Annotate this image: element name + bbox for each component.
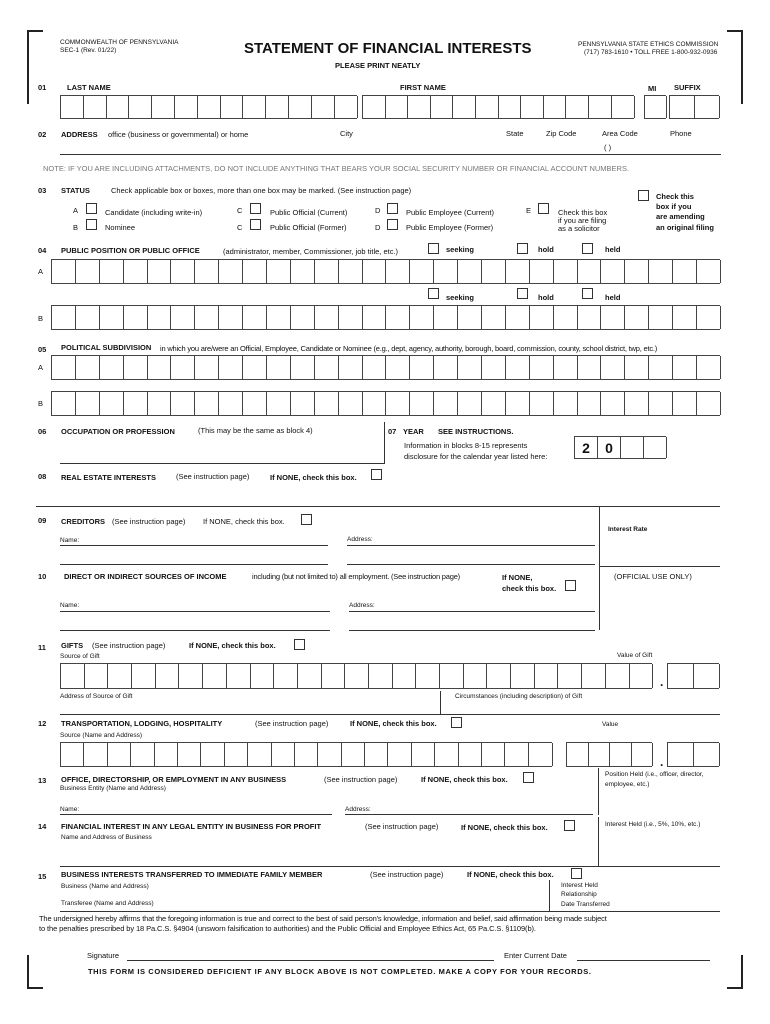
gift-source-label: Source of Gift (60, 653, 100, 660)
year-label: YEAR (403, 427, 424, 436)
mi-input[interactable] (644, 95, 666, 119)
position-b-seeking-checkbox[interactable] (428, 288, 439, 299)
real-estate-none-label: If NONE, check this box. (270, 473, 357, 482)
block-10-number: 10 (38, 572, 47, 581)
position-held-line-1: Position Held (i.e., officer, director, (605, 771, 704, 778)
year-instructions: SEE INSTRUCTIONS. (438, 427, 514, 436)
status-e-line-1: Check this box (558, 208, 608, 217)
date-label: Enter Current Date (504, 951, 567, 960)
commission-line-1: PENNSYLVANIA STATE ETHICS COMMISSION (578, 41, 719, 48)
gift-source-input[interactable] (60, 663, 652, 689)
year-input[interactable] (574, 436, 666, 459)
official-use-label: (OFFICIAL USE ONLY) (614, 572, 692, 581)
state-label: State (506, 129, 524, 138)
block-01-number: 01 (38, 83, 47, 92)
amending-checkbox[interactable] (638, 190, 649, 201)
position-held-box (598, 768, 721, 815)
income-none-line-1: If NONE, (502, 573, 533, 582)
city-label: City (340, 129, 353, 138)
status-b-letter: B (73, 223, 79, 232)
transportation-label: TRANSPORTATION, LODGING, HOSPITALITY (61, 719, 223, 728)
transferred-none-checkbox[interactable] (571, 868, 582, 879)
block-06-number: 06 (38, 427, 47, 436)
status-d2-checkbox[interactable] (387, 219, 398, 230)
financial-interest-line[interactable] (60, 866, 720, 867)
block-05-number: 05 (38, 345, 47, 354)
office-directorship-none-checkbox[interactable] (523, 772, 534, 783)
transferred-transferee-label: Transferee (Name and Address) (61, 900, 154, 907)
amending-line-1: Check this (656, 192, 694, 201)
status-c1-letter: C (237, 206, 243, 215)
corner-bracket-top-right (727, 30, 743, 104)
income-none-line-2: check this box. (502, 584, 557, 593)
creditors-name-line-1[interactable] (60, 545, 328, 546)
transferred-label: BUSINESS INTERESTS TRANSFERRED TO IMMEDIATE FAMILY MEMBER (61, 870, 323, 879)
status-a-label: Candidate (including write-in) (105, 208, 203, 217)
position-held-line-2: employee, etc.) (605, 781, 650, 788)
transferred-divider (549, 880, 550, 911)
address-label: ADDRESS (61, 130, 98, 139)
subdivision-a-input[interactable] (51, 355, 720, 380)
signature-label: Signature (87, 951, 120, 960)
status-c2-letter: C (237, 223, 243, 232)
first-name-label: FIRST NAME (400, 83, 446, 92)
page-subtitle: PLEASE PRINT NEATLY (335, 61, 421, 70)
position-a-held-checkbox[interactable] (582, 243, 593, 254)
interest-held-label: Interest Held (i.e., 5%, 10%, etc.) (605, 821, 701, 828)
status-d1-label: Public Employee (Current) (406, 208, 494, 217)
real-estate-label: REAL ESTATE INTERESTS (61, 473, 157, 482)
block-04-number: 04 (38, 246, 47, 255)
org-line-1: COMMONWEALTH OF PENNSYLVANIA (60, 39, 179, 46)
income-name-label: Name: (60, 602, 80, 609)
gifts-none-label: If NONE, check this box. (189, 641, 276, 650)
transferred-relationship-label: Relationship (561, 891, 597, 898)
corner-bracket-bottom-left (27, 955, 43, 989)
status-label: STATUS (61, 186, 90, 195)
gifts-label: GIFTS (61, 641, 84, 650)
last-name-label: LAST NAME (67, 83, 111, 92)
official-use-box (599, 507, 720, 630)
block-06-07-divider (384, 422, 385, 464)
position-a-input[interactable] (51, 259, 720, 284)
affirmation-line-2: to the penalties prescribed by 18 Pa.C.S. §4904 (unsworn falsification to authorities) and the Public Official and Employee Ethics Act, 65 Pa.C.S. §1109(b). (39, 924, 536, 933)
financial-interest-instructions: (See instruction page) (365, 822, 439, 831)
amending-line-4: an original filing (656, 223, 714, 232)
financial-interest-sublabel: Name and Address of Business (61, 834, 152, 841)
creditors-label: CREDITORS (61, 517, 106, 526)
position-b-hold-checkbox[interactable] (517, 288, 528, 299)
transportation-value-label: Value (602, 721, 619, 728)
position-b-seeking-label: seeking (446, 293, 474, 302)
block-13-number: 13 (38, 776, 47, 785)
block-03-number: 03 (38, 186, 47, 195)
deficiency-warning: THIS FORM IS CONSIDERED DEFICIENT IF ANY BLOCK ABOVE IS NOT COMPLETED. MAKE A COPY FOR YOUR RECORDS. (88, 967, 592, 976)
amending-line-2: box if you (656, 202, 692, 211)
last-name-input[interactable] (60, 95, 357, 119)
office-name-label: Name: (60, 806, 80, 813)
year-digit-1: 2 (582, 439, 590, 456)
status-c1-label: Public Official (Current) (270, 208, 348, 217)
status-d1-checkbox[interactable] (387, 203, 398, 214)
amending-line-3: are amending (656, 212, 705, 221)
position-a-seeking-checkbox[interactable] (428, 243, 439, 254)
block-07-number: 07 (388, 427, 397, 436)
creditors-instructions: (See instruction page) (112, 517, 186, 526)
status-b-checkbox[interactable] (86, 219, 97, 230)
public-position-instructions: (administrator, member, Commissioner, job title, etc.) (223, 247, 399, 256)
financial-interest-none-label: If NONE, check this box. (461, 823, 548, 832)
transferred-instructions: (See instruction page) (370, 870, 444, 879)
affirmation-line-1: The undersigned hereby affirms that the foregoing information is true and correct to the best of said person's knowledge, information and belief, said affirmation being made subject (39, 914, 607, 923)
status-e-line-3: as a solicitor (558, 224, 600, 233)
position-a-hold-checkbox[interactable] (517, 243, 528, 254)
transportation-instructions: (See instruction page) (255, 719, 329, 728)
real-estate-none-checkbox[interactable] (371, 469, 382, 480)
year-info-line-2: disclosure for the calendar year listed here: (404, 452, 548, 461)
creditors-address-label: Address: (347, 536, 373, 543)
org-line-2: SEC-1 (Rev. 01/22) (60, 47, 117, 54)
corner-bracket-top-left (27, 30, 43, 104)
mi-label: MI (648, 84, 657, 93)
position-b-hold-label: hold (538, 293, 554, 302)
financial-interest-label: FINANCIAL INTEREST IN ANY LEGAL ENTITY IN BUSINESS FOR PROFIT (61, 822, 322, 831)
year-digit-2: 0 (605, 439, 613, 456)
income-address-line-1[interactable] (349, 611, 595, 612)
block-08-number: 08 (38, 472, 47, 481)
public-position-label: PUBLIC POSITION OR PUBLIC OFFICE (61, 246, 200, 255)
transferred-date-label: Date Transferred (561, 901, 610, 908)
transportation-source-input[interactable] (60, 742, 552, 767)
position-a-seeking-label: seeking (446, 245, 474, 254)
position-row-b-label: B (38, 314, 44, 323)
position-b-held-checkbox[interactable] (582, 288, 593, 299)
transferred-business-label: Business (Name and Address) (61, 883, 149, 890)
subdivision-b-input[interactable] (51, 391, 720, 416)
position-b-input[interactable] (51, 305, 720, 330)
interest-rate-label: Interest Rate (608, 526, 648, 533)
occupation-label: OCCUPATION OR PROFESSION (61, 427, 175, 436)
gift-cents-input[interactable] (667, 663, 719, 689)
corner-bracket-bottom-right (727, 955, 743, 989)
page-title: STATEMENT OF FINANCIAL INTERESTS (244, 40, 532, 57)
position-row-a-label: A (38, 267, 44, 276)
gift-address-label: Address of Source of Gift (60, 693, 133, 700)
creditors-none-checkbox[interactable] (301, 514, 312, 525)
transferred-interest-label: Interest Held (561, 882, 598, 889)
political-subdivision-instructions: in which you are/were an Official, Employee, Candidate or Nominee (e.g., dept, agency, authority, borough, board, commission, county, school district, twp, etc.) (160, 344, 658, 353)
occupation-line[interactable] (60, 463, 384, 464)
position-a-held-label: held (605, 245, 621, 254)
gifts-none-checkbox[interactable] (294, 639, 305, 650)
gift-value-label: Value of Gift (617, 652, 653, 659)
office-directorship-none-label: If NONE, check this box. (421, 775, 508, 784)
attachments-note: NOTE: IF YOU ARE INCLUDING ATTACHMENTS, DO NOT INCLUDE ANYTHING THAT BEARS YOUR SOCIAL SECURITY NUMBER OR FINANCIAL ACCOUNT NUMBERS. (43, 164, 630, 173)
address-line[interactable] (60, 154, 721, 155)
creditors-name-line-2[interactable] (60, 564, 328, 565)
block-11-number: 11 (38, 643, 46, 652)
income-instructions: including (but not limited to) all employment. (See instruction page) (252, 572, 460, 581)
subdivision-row-b-label: B (38, 399, 44, 408)
status-a-checkbox[interactable] (86, 203, 97, 214)
suffix-label: SUFFIX (674, 83, 701, 92)
transportation-value-input[interactable] (566, 742, 652, 767)
status-c2-label: Public Official (Former) (270, 223, 347, 232)
income-name-line-1[interactable] (60, 611, 330, 612)
interest-rate-divider (599, 566, 720, 567)
gift-address-line[interactable] (60, 714, 720, 715)
commission-line-2: (717) 783-1610 • TOLL FREE 1-800-932-0936 (584, 49, 718, 56)
gift-value-decimal: . (660, 675, 664, 689)
office-name-line[interactable] (60, 814, 332, 815)
area-code-label: Area Code (602, 129, 638, 138)
block-09-number: 09 (38, 516, 47, 525)
address-label-rest: office (business or governmental) or home (108, 130, 249, 139)
transportation-none-label: If NONE, check this box. (350, 719, 437, 728)
transportation-source-label: Source (Name and Address) (60, 732, 143, 739)
office-address-line[interactable] (345, 814, 593, 815)
block-15-number: 15 (38, 872, 47, 881)
real-estate-instructions: (See instruction page) (176, 472, 250, 481)
creditors-address-line-2[interactable] (347, 564, 595, 565)
status-c1-checkbox[interactable] (250, 203, 261, 214)
status-e-line-2: if you are filing (558, 216, 607, 225)
gifts-instructions: (See instruction page) (92, 641, 166, 650)
transportation-none-checkbox[interactable] (451, 717, 462, 728)
subdivision-row-a-label: A (38, 363, 44, 372)
status-d2-label: Public Employee (Former) (406, 223, 494, 232)
suffix-input[interactable] (669, 95, 719, 119)
phone-label: Phone (670, 129, 692, 138)
transportation-cents-input[interactable] (667, 742, 719, 767)
status-e-checkbox[interactable] (538, 203, 549, 214)
office-address-label: Address: (345, 806, 371, 813)
zip-label: Zip Code (546, 129, 577, 138)
financial-interest-none-checkbox[interactable] (564, 820, 575, 831)
block-14-number: 14 (38, 822, 47, 831)
block-02-number: 02 (38, 130, 47, 139)
status-d2-letter: D (375, 223, 381, 232)
creditors-address-line-1[interactable] (347, 545, 595, 546)
status-a-letter: A (73, 206, 79, 215)
political-subdivision-label: POLITICAL SUBDIVISION (61, 343, 152, 352)
income-address-line-2[interactable] (349, 630, 595, 631)
office-directorship-instructions: (See instruction page) (324, 775, 398, 784)
status-b-label: Nominee (105, 223, 136, 232)
status-instructions: Check applicable box or boxes, more than one box may be marked. (See instruction page) (111, 186, 412, 195)
area-code-parens: ( ) (604, 143, 612, 152)
transferred-none-label: If NONE, check this box. (467, 870, 554, 879)
date-line[interactable] (577, 960, 710, 961)
gift-circumstances-label: Circumstances (including description) of Gift (455, 693, 583, 700)
status-d1-letter: D (375, 206, 381, 215)
transferred-line[interactable] (60, 911, 720, 912)
position-b-held-label: held (605, 293, 621, 302)
income-name-line-2[interactable] (60, 630, 330, 631)
interest-held-box (598, 817, 721, 867)
occupation-instructions: (This may be the same as block 4) (198, 426, 313, 435)
business-entity-label: Business Entity (Name and Address) (60, 785, 166, 792)
block-12-number: 12 (38, 719, 47, 728)
year-info-line-1: Information in blocks 8-15 represents (404, 441, 528, 450)
signature-line[interactable] (127, 960, 494, 961)
office-directorship-label: OFFICE, DIRECTORSHIP, OR EMPLOYMENT IN ANY BUSINESS (61, 775, 287, 784)
first-name-input[interactable] (362, 95, 634, 119)
status-e-letter: E (526, 206, 532, 215)
gift-divider (440, 691, 441, 715)
income-none-checkbox[interactable] (565, 580, 576, 591)
transportation-value-decimal: . (660, 755, 664, 769)
creditors-name-label: Name: (60, 537, 80, 544)
status-c2-checkbox[interactable] (250, 219, 261, 230)
income-label: DIRECT OR INDIRECT SOURCES OF INCOME (64, 572, 227, 581)
creditors-none-label: If NONE, check this box. (203, 517, 285, 526)
position-a-hold-label: hold (538, 245, 554, 254)
income-address-label: Address: (349, 602, 375, 609)
